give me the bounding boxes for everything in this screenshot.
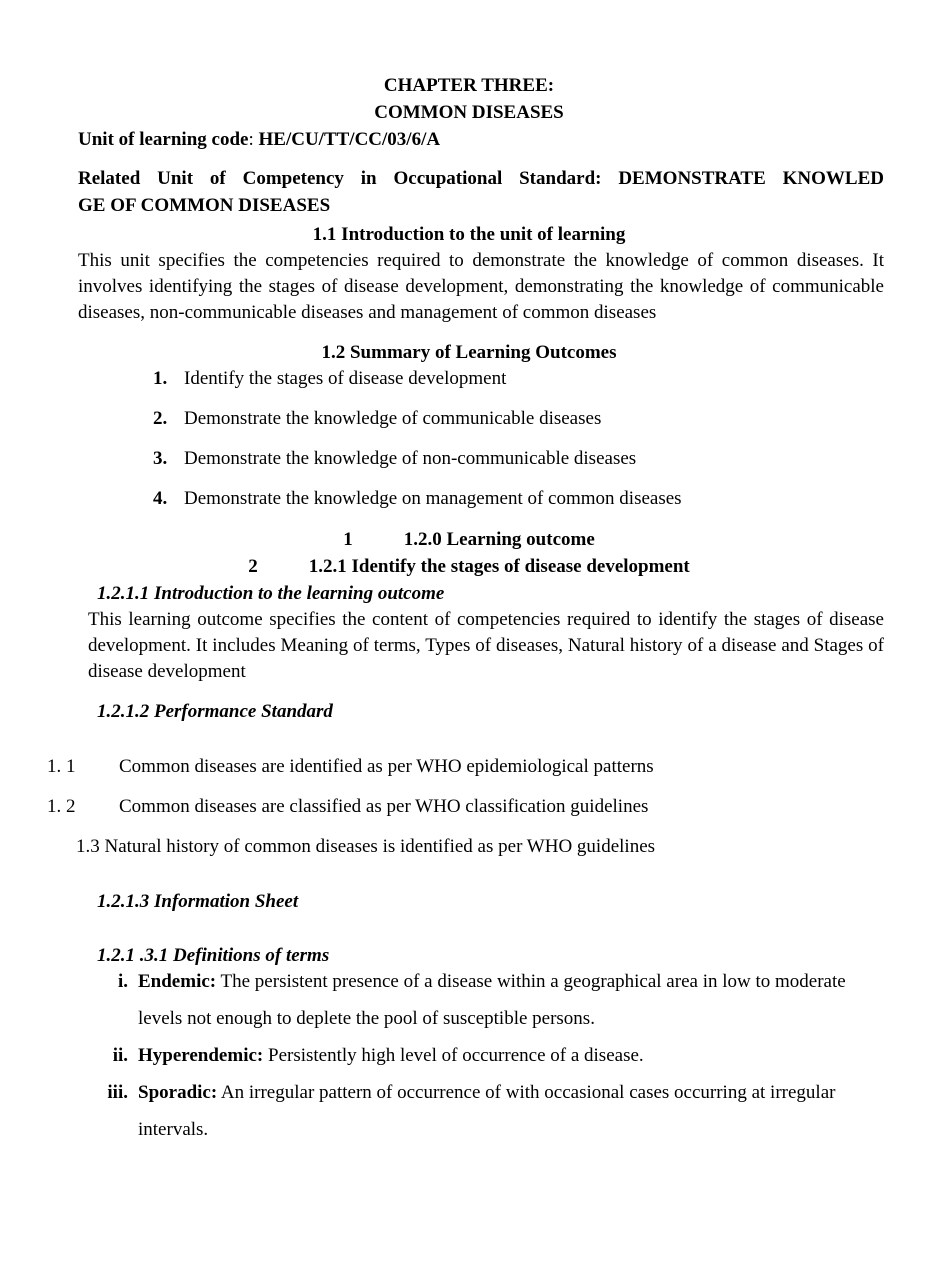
list-item bbox=[47, 754, 884, 780]
list-item bbox=[47, 794, 884, 820]
list-item-number: 1. 2 bbox=[47, 796, 76, 817]
definition-term: Sporadic: bbox=[138, 1082, 218, 1103]
list-item-number: 4. bbox=[153, 488, 168, 509]
performance-standard-list bbox=[47, 754, 884, 860]
learning-outcome-paragraph: This learning outcome specifies the content of competencies required to identify the stages of disease development. It includes Meaning of terms, Types of diseases, Natural history of a disease and Stages of disease development bbox=[88, 609, 884, 682]
definition-text bbox=[138, 963, 884, 1037]
related-unit-of-competency bbox=[78, 165, 884, 219]
unit-code-separator: : bbox=[248, 129, 254, 150]
list-item-number: 3. bbox=[153, 448, 168, 469]
heading-number: 1 bbox=[343, 529, 353, 550]
list-item-numeral: i. bbox=[117, 971, 128, 992]
list-item-number: 2. bbox=[153, 408, 168, 429]
unit-code-label: Unit of learning code bbox=[78, 129, 249, 150]
learning-outcomes-list bbox=[78, 366, 884, 512]
definitions-list bbox=[78, 963, 884, 1148]
heading-performance-standard: 1.2.1.2 Performance Standard bbox=[97, 701, 333, 722]
related-unit-line1: Related Unit of Competency in Occupational Standard: DEMONSTRATE KNOWLED bbox=[78, 168, 884, 189]
heading-introduction-learning-outcome: 1.2.1.1 Introduction to the learning outcome bbox=[97, 583, 445, 604]
list-item bbox=[153, 486, 884, 512]
heading-definitions-of-terms: 1.2.1 .3.1 Definitions of terms bbox=[97, 945, 330, 966]
heading-summary-outcomes: 1.2 Summary of Learning Outcomes bbox=[321, 342, 617, 363]
chapter-title-line2: COMMON DISEASES bbox=[374, 102, 564, 123]
list-item-number: 1. bbox=[153, 368, 168, 389]
heading-text: 1.2.1 Identify the stages of disease development bbox=[308, 556, 690, 577]
intro-paragraph: This unit specifies the competencies required to demonstrate the knowledge of common diseases. It involves identifying the stages of disease development, demonstrating the knowledge of communicable diseases, non-communicable diseases and management of common diseases bbox=[78, 250, 884, 323]
definition-body: The persistent presence of a disease within a geographical area in low to moderate levels not enough to deplete the pool of susceptible persons. bbox=[138, 971, 846, 1029]
heading-information-sheet: 1.2.1.3 Information Sheet bbox=[97, 891, 299, 912]
heading-text: 1.2.0 Learning outcome bbox=[403, 529, 595, 550]
heading-introduction-unit: 1.1 Introduction to the unit of learning bbox=[312, 224, 626, 245]
list-item-text: Identify the stages of disease development bbox=[184, 368, 507, 389]
list-item bbox=[78, 1074, 884, 1148]
chapter-title-line1: CHAPTER THREE: bbox=[383, 75, 555, 96]
heading-identify-stages bbox=[78, 553, 860, 580]
list-item-numeral: iii. bbox=[107, 1082, 128, 1103]
list-item: 1.3 Natural history of common diseases is identified as per WHO guidelines bbox=[76, 836, 656, 857]
list-item-numeral: ii. bbox=[112, 1045, 128, 1066]
list-item-text: Demonstrate the knowledge on management of common diseases bbox=[184, 488, 682, 509]
definition-term: Endemic: bbox=[138, 971, 217, 992]
list-item-text: Demonstrate the knowledge of communicable diseases bbox=[184, 408, 602, 429]
list-item bbox=[153, 406, 884, 432]
definition-term: Hyperendemic: bbox=[138, 1045, 264, 1066]
heading-learning-outcome bbox=[78, 526, 860, 553]
list-item bbox=[78, 963, 884, 1037]
list-item-text: Common diseases are identified as per WHO epidemiological patterns bbox=[119, 756, 654, 777]
list-item bbox=[153, 446, 884, 472]
unit-of-learning-code bbox=[78, 126, 884, 153]
definition-body: An irregular pattern of occurrence of with occasional cases occurring at irregular intervals. bbox=[138, 1082, 836, 1140]
list-item bbox=[153, 366, 884, 392]
list-item-number: 1. 1 bbox=[47, 756, 76, 777]
definition-text bbox=[138, 1037, 884, 1074]
list-item bbox=[78, 1037, 884, 1074]
related-unit-line2: GE OF COMMON DISEASES bbox=[78, 195, 331, 216]
definition-text bbox=[138, 1074, 884, 1148]
list-item-text: Demonstrate the knowledge of non-communicable diseases bbox=[184, 448, 637, 469]
heading-number: 2 bbox=[248, 556, 258, 577]
definition-body: Persistently high level of occurrence of a disease. bbox=[263, 1045, 644, 1066]
unit-code-value: HE/CU/TT/CC/03/6/A bbox=[253, 129, 441, 150]
list-item-text: Common diseases are classified as per WHO classification guidelines bbox=[119, 796, 649, 817]
